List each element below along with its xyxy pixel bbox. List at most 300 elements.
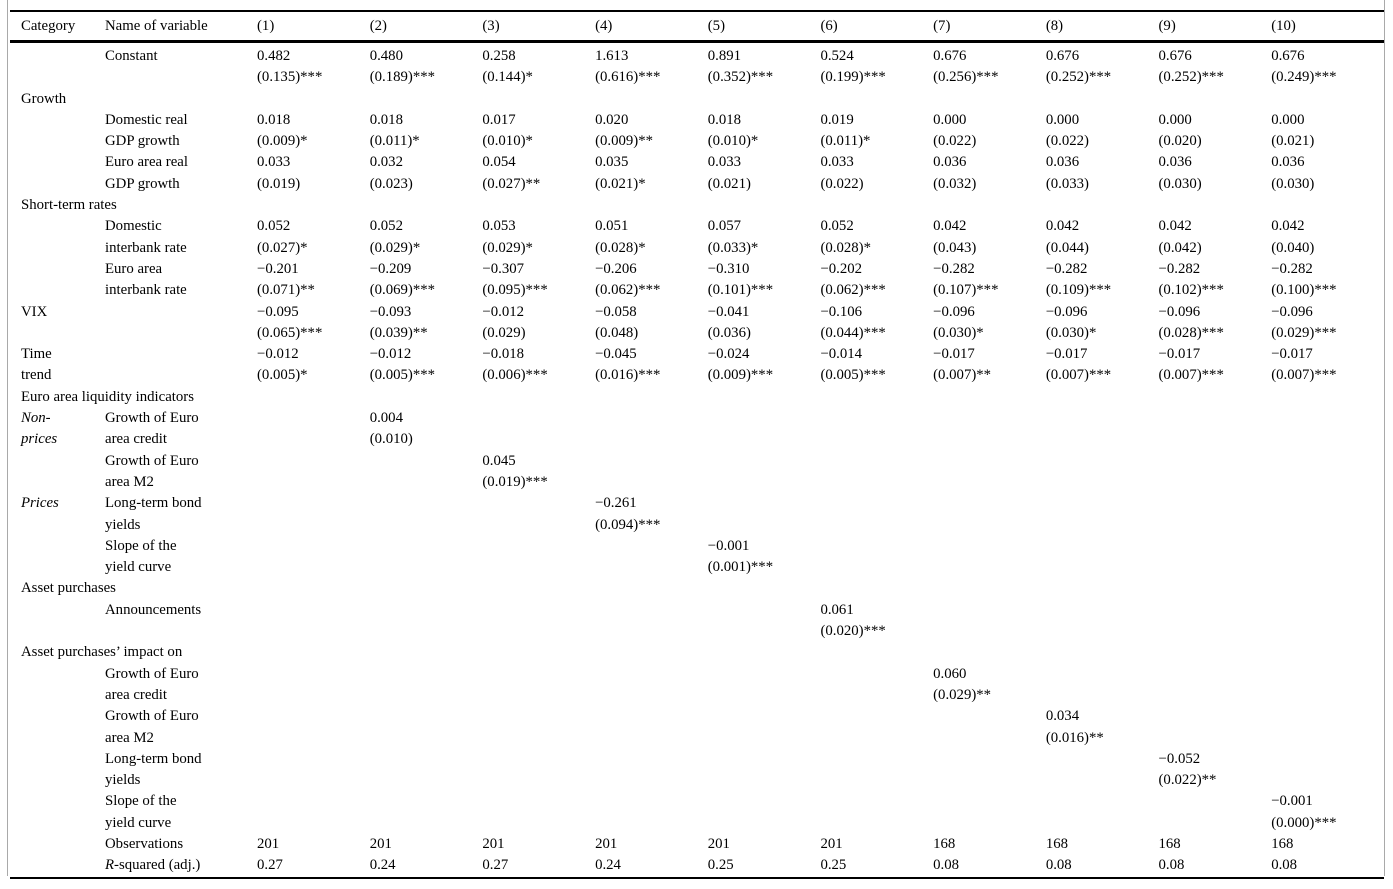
value-cell: (0.033)* xyxy=(707,239,759,256)
value-cell xyxy=(1046,600,1159,621)
value-cell: 0.018 xyxy=(369,111,403,128)
value-cell: 0.676 xyxy=(933,48,967,64)
value-cell xyxy=(370,89,483,110)
value-cell xyxy=(820,408,933,429)
variable-name-cell: Slope of the xyxy=(105,793,177,810)
category-cell: Euro area liquidity indicators xyxy=(21,388,194,405)
variable-name-cell: area credit xyxy=(105,686,168,703)
value-cell xyxy=(482,728,595,749)
value-cell: 0.053 xyxy=(482,218,516,235)
variable-name-cell: area M2 xyxy=(105,473,154,490)
value-cell xyxy=(933,791,1046,812)
variable-name-cell: area credit xyxy=(105,431,168,448)
value-cell: 0.25 xyxy=(708,855,821,877)
category-cell xyxy=(10,664,105,685)
variable-name-cell xyxy=(105,365,257,386)
column-header-model-10: (10) xyxy=(1271,11,1384,42)
table-row xyxy=(10,302,1384,323)
value-cell xyxy=(595,664,708,685)
value-cell xyxy=(820,429,933,450)
value-cell xyxy=(1271,515,1384,536)
value-cell xyxy=(482,89,595,110)
value-cell xyxy=(933,749,1046,770)
value-cell xyxy=(933,408,1046,429)
value-cell xyxy=(1159,642,1272,663)
value-cell xyxy=(482,770,595,791)
value-cell xyxy=(708,387,821,408)
value-cell xyxy=(370,813,483,834)
value-cell: −0.001 xyxy=(707,537,750,554)
value-cell xyxy=(595,685,708,706)
table-row xyxy=(10,110,1384,131)
value-cell: (0.030) xyxy=(1158,175,1202,192)
value-cell: 201 xyxy=(595,835,618,852)
value-cell: (0.095)*** xyxy=(482,282,548,299)
category-cell xyxy=(10,791,105,812)
table-row xyxy=(10,216,1384,237)
value-cell xyxy=(257,536,370,557)
table-row xyxy=(10,365,1384,386)
value-cell: 0.000 xyxy=(1271,111,1305,128)
value-cell: (0.352)*** xyxy=(707,69,774,86)
value-cell xyxy=(482,408,595,429)
value-cell xyxy=(933,387,1046,408)
variable-name-cell xyxy=(105,67,257,88)
variable-name-cell: Domestic real xyxy=(105,111,188,128)
value-cell xyxy=(595,706,708,727)
value-cell xyxy=(257,749,370,770)
category-cell xyxy=(10,238,105,259)
value-cell: (0.020)*** xyxy=(820,623,886,640)
table-row xyxy=(10,238,1384,259)
value-cell xyxy=(1046,472,1159,493)
value-cell: 0.036 xyxy=(1045,154,1080,171)
value-cell xyxy=(257,728,370,749)
value-cell: 0.061 xyxy=(820,601,854,618)
value-cell xyxy=(595,770,708,791)
category-cell xyxy=(10,67,105,88)
value-cell: −0.206 xyxy=(595,260,637,277)
value-cell: 0.052 xyxy=(257,218,291,235)
value-cell: −0.096 xyxy=(1045,303,1088,320)
value-cell: 201 xyxy=(482,835,505,852)
value-cell xyxy=(257,89,370,110)
value-cell: 0.052 xyxy=(369,218,403,235)
value-cell xyxy=(482,621,595,642)
variable-name-cell: Growth of Euro xyxy=(105,665,199,682)
value-cell: (0.028)* xyxy=(595,239,646,256)
value-cell: −0.282 xyxy=(933,260,975,277)
value-cell xyxy=(1271,749,1384,770)
category-cell xyxy=(10,834,105,855)
column-header-model-5: (5) xyxy=(708,11,821,42)
value-cell xyxy=(708,429,821,450)
value-cell xyxy=(482,578,595,599)
value-cell xyxy=(370,557,483,578)
value-cell: −0.282 xyxy=(1158,260,1201,277)
value-cell: −0.024 xyxy=(707,346,750,363)
value-cell xyxy=(1159,493,1272,514)
category-cell: Non- xyxy=(21,410,51,427)
value-cell: 0.524 xyxy=(820,48,854,64)
value-cell: 0.054 xyxy=(482,154,516,171)
value-cell: 168 xyxy=(1271,835,1294,852)
category-cell: Time xyxy=(21,346,52,363)
value-cell: 0.018 xyxy=(707,111,742,128)
value-cell: (0.109)*** xyxy=(1045,282,1112,299)
table-row xyxy=(10,131,1384,152)
value-cell xyxy=(1159,195,1272,216)
value-cell: 201 xyxy=(257,835,280,852)
value-cell xyxy=(1046,557,1159,578)
table-row xyxy=(10,89,1384,110)
value-cell: (0.009)** xyxy=(595,133,654,150)
value-cell xyxy=(257,600,370,621)
value-cell: 0.052 xyxy=(820,218,854,235)
table-row xyxy=(10,600,1384,621)
table-row xyxy=(10,706,1384,727)
value-cell: (0.029)*** xyxy=(1271,324,1337,341)
value-cell xyxy=(257,429,370,450)
category-cell xyxy=(10,259,105,280)
table-row xyxy=(10,387,1384,408)
value-cell xyxy=(1271,728,1384,749)
value-cell xyxy=(820,749,933,770)
value-cell xyxy=(820,557,933,578)
value-cell xyxy=(1159,408,1272,429)
value-cell xyxy=(1271,706,1384,727)
column-header-model-3: (3) xyxy=(482,11,595,42)
value-cell xyxy=(1271,621,1384,642)
value-cell xyxy=(1046,621,1159,642)
value-cell: −0.209 xyxy=(369,260,412,277)
value-cell xyxy=(370,195,483,216)
category-cell: Short-term rates xyxy=(21,197,117,214)
value-cell xyxy=(820,195,933,216)
value-cell: (0.001)*** xyxy=(707,559,774,576)
value-cell xyxy=(820,578,933,599)
category-cell xyxy=(10,770,105,791)
value-cell: (0.252)*** xyxy=(1158,69,1224,86)
value-cell: −0.017 xyxy=(1045,346,1088,363)
value-cell: 0.27 xyxy=(482,855,595,877)
table-row xyxy=(10,67,1384,88)
value-cell: −0.096 xyxy=(933,303,975,320)
value-cell xyxy=(1159,451,1272,472)
value-cell xyxy=(933,770,1046,791)
value-cell xyxy=(370,387,483,408)
value-cell: (0.027)** xyxy=(482,175,541,192)
value-cell xyxy=(1271,600,1384,621)
category-cell xyxy=(10,685,105,706)
table-body xyxy=(10,42,1384,878)
value-cell xyxy=(257,472,370,493)
value-cell: −0.045 xyxy=(595,346,637,363)
value-cell xyxy=(1271,387,1384,408)
value-cell xyxy=(482,813,595,834)
value-cell: −0.282 xyxy=(1271,260,1313,277)
value-cell: −0.017 xyxy=(933,346,975,363)
table-row xyxy=(10,408,1384,429)
value-cell xyxy=(595,749,708,770)
table-header-row xyxy=(10,11,1384,42)
value-cell: (0.022) xyxy=(933,133,977,150)
value-cell: (0.006)*** xyxy=(482,367,548,384)
column-header-model-1: (1) xyxy=(257,11,370,42)
value-cell xyxy=(482,749,595,770)
value-cell xyxy=(370,472,483,493)
value-cell: 0.033 xyxy=(707,154,742,171)
value-cell: 0.036 xyxy=(933,154,967,171)
value-cell xyxy=(1046,642,1159,663)
value-cell xyxy=(1271,536,1384,557)
table-row xyxy=(10,280,1384,301)
column-header-model-4: (4) xyxy=(595,11,708,42)
value-cell xyxy=(708,706,821,727)
value-cell xyxy=(1159,813,1272,834)
value-cell: −0.001 xyxy=(1271,793,1313,810)
value-cell: (0.022) xyxy=(820,175,864,192)
value-cell: (0.011)* xyxy=(820,133,871,150)
value-cell xyxy=(1159,578,1272,599)
value-cell xyxy=(1159,621,1272,642)
value-cell: 201 xyxy=(820,835,843,852)
value-cell: 0.08 xyxy=(1271,855,1384,877)
category-cell: VIX xyxy=(21,303,48,320)
value-cell: (0.256)*** xyxy=(933,69,999,86)
figure-frame-right-border xyxy=(1384,0,1385,876)
value-cell: (0.102)*** xyxy=(1158,282,1224,299)
value-cell xyxy=(370,642,483,663)
value-cell xyxy=(595,642,708,663)
table-row xyxy=(10,536,1384,557)
value-cell xyxy=(820,451,933,472)
table-row xyxy=(10,472,1384,493)
value-cell xyxy=(933,515,1046,536)
value-cell xyxy=(370,791,483,812)
value-cell xyxy=(257,578,370,599)
value-cell: 0.000 xyxy=(933,111,967,128)
value-cell: −0.052 xyxy=(1158,750,1201,767)
value-cell xyxy=(1271,429,1384,450)
value-cell xyxy=(1046,813,1159,834)
value-cell: 0.25 xyxy=(820,855,933,877)
value-cell: 0.035 xyxy=(595,154,629,171)
value-cell xyxy=(370,728,483,749)
value-cell: 0.042 xyxy=(933,218,967,235)
value-cell: (0.010)* xyxy=(482,133,533,150)
value-cell: −0.018 xyxy=(482,346,525,363)
value-cell xyxy=(595,429,708,450)
value-cell xyxy=(1046,749,1159,770)
value-cell xyxy=(595,536,708,557)
value-cell xyxy=(933,557,1046,578)
value-cell xyxy=(595,89,708,110)
value-cell xyxy=(1271,195,1384,216)
category-cell xyxy=(10,110,105,131)
value-cell: −0.202 xyxy=(820,260,863,277)
value-cell xyxy=(933,429,1046,450)
value-cell xyxy=(1159,706,1272,727)
value-cell: 0.000 xyxy=(1045,111,1080,128)
table-row xyxy=(10,515,1384,536)
value-cell xyxy=(370,515,483,536)
value-cell: −0.096 xyxy=(1158,303,1201,320)
value-cell: (0.100)*** xyxy=(1271,282,1337,299)
variable-name-cell xyxy=(105,344,257,365)
value-cell xyxy=(370,600,483,621)
value-cell xyxy=(708,770,821,791)
value-cell xyxy=(1046,387,1159,408)
category-cell xyxy=(10,131,105,152)
column-header-category: Category xyxy=(10,11,105,42)
value-cell xyxy=(482,429,595,450)
value-cell: 0.482 xyxy=(257,48,291,64)
value-cell: −0.201 xyxy=(257,260,299,277)
value-cell: 201 xyxy=(369,835,392,852)
value-cell: (0.069)*** xyxy=(369,282,436,299)
value-cell: 0.060 xyxy=(933,665,967,682)
value-cell: 0.676 xyxy=(1271,48,1305,64)
value-cell: (0.032) xyxy=(933,175,977,192)
variable-name-cell xyxy=(105,323,257,344)
value-cell: (0.033) xyxy=(1045,175,1089,192)
value-cell: 0.019 xyxy=(820,111,854,128)
value-cell xyxy=(1271,472,1384,493)
value-cell: 0.020 xyxy=(595,111,629,128)
value-cell xyxy=(482,493,595,514)
table-row xyxy=(10,493,1384,514)
column-header-model-2: (2) xyxy=(370,11,483,42)
value-cell xyxy=(257,451,370,472)
value-cell xyxy=(1046,408,1159,429)
value-cell xyxy=(708,813,821,834)
value-cell xyxy=(482,642,595,663)
category-cell xyxy=(10,152,105,173)
value-cell xyxy=(370,770,483,791)
value-cell: (0.010) xyxy=(369,431,413,448)
value-cell: −0.261 xyxy=(595,495,637,512)
value-cell: (0.135)*** xyxy=(257,69,323,86)
value-cell: (0.019)*** xyxy=(482,473,548,490)
table-row xyxy=(10,323,1384,344)
variable-name-cell: interbank rate xyxy=(105,282,187,299)
value-cell xyxy=(1046,791,1159,812)
value-cell: −0.012 xyxy=(369,346,412,363)
value-cell: 0.018 xyxy=(257,111,291,128)
value-cell xyxy=(1271,664,1384,685)
value-cell xyxy=(1046,770,1159,791)
category-cell xyxy=(10,749,105,770)
table-row xyxy=(10,152,1384,173)
column-header-model-7: (7) xyxy=(933,11,1046,42)
category-cell xyxy=(10,536,105,557)
value-cell: (0.044) xyxy=(1045,239,1089,256)
value-cell xyxy=(708,451,821,472)
category-cell: Growth xyxy=(21,90,67,107)
value-cell: 168 xyxy=(1045,835,1069,852)
value-cell: 1.613 xyxy=(595,48,629,64)
value-cell: (0.027)* xyxy=(257,239,308,256)
variable-name-cell: Constant xyxy=(105,48,158,64)
value-cell xyxy=(1159,89,1272,110)
value-cell: (0.252)*** xyxy=(1045,69,1112,86)
value-cell xyxy=(820,791,933,812)
variable-name-cell: Long-term bond xyxy=(105,495,202,512)
value-cell: (0.030)* xyxy=(933,324,984,341)
value-cell: (0.071)** xyxy=(257,282,315,299)
table-row xyxy=(10,557,1384,578)
value-cell xyxy=(370,664,483,685)
category-cell xyxy=(10,600,105,621)
table-row xyxy=(10,451,1384,472)
value-cell: 0.051 xyxy=(595,218,629,235)
value-cell xyxy=(370,621,483,642)
value-cell xyxy=(1159,728,1272,749)
category-cell: Asset purchases’ impact on xyxy=(21,644,183,661)
variable-name-cell: GDP growth xyxy=(105,133,180,150)
value-cell xyxy=(820,685,933,706)
category-cell xyxy=(10,42,105,68)
value-cell xyxy=(1159,472,1272,493)
value-cell: (0.016)** xyxy=(1045,729,1104,746)
variable-name-cell: Announcements xyxy=(105,601,202,618)
variable-name-cell: yields xyxy=(105,772,141,789)
category-cell xyxy=(10,557,105,578)
value-cell xyxy=(1159,600,1272,621)
value-cell: 0.891 xyxy=(707,48,742,64)
value-cell xyxy=(708,621,821,642)
column-header-model-6: (6) xyxy=(820,11,933,42)
value-cell xyxy=(1271,642,1384,663)
value-cell xyxy=(257,195,370,216)
category-cell xyxy=(10,813,105,834)
value-cell: 168 xyxy=(1158,835,1181,852)
value-cell xyxy=(820,472,933,493)
value-cell xyxy=(933,195,1046,216)
value-cell xyxy=(595,813,708,834)
value-cell xyxy=(482,536,595,557)
value-cell: 0.24 xyxy=(370,855,483,877)
regression-table xyxy=(10,10,1384,879)
value-cell: −0.017 xyxy=(1158,346,1201,363)
value-cell xyxy=(257,791,370,812)
category-cell xyxy=(10,706,105,727)
table-row xyxy=(10,621,1384,642)
value-cell: 0.676 xyxy=(1045,48,1080,64)
value-cell: −0.012 xyxy=(482,303,525,320)
value-cell: −0.017 xyxy=(1271,346,1313,363)
table-row xyxy=(10,259,1384,280)
value-cell xyxy=(1271,770,1384,791)
value-cell xyxy=(708,493,821,514)
value-cell: (0.005)*** xyxy=(820,367,886,384)
table-row xyxy=(10,728,1384,749)
variable-name-cell: Long-term bond xyxy=(105,750,202,767)
value-cell xyxy=(820,728,933,749)
value-cell xyxy=(1271,493,1384,514)
value-cell: (0.016)*** xyxy=(595,367,661,384)
value-cell: (0.030) xyxy=(1271,175,1315,192)
value-cell xyxy=(708,408,821,429)
value-cell: 168 xyxy=(933,835,956,852)
value-cell xyxy=(708,642,821,663)
value-cell xyxy=(1159,557,1272,578)
variable-name-cell: interbank rate xyxy=(105,239,187,256)
value-cell xyxy=(595,408,708,429)
value-cell xyxy=(933,813,1046,834)
table-row xyxy=(10,344,1384,365)
